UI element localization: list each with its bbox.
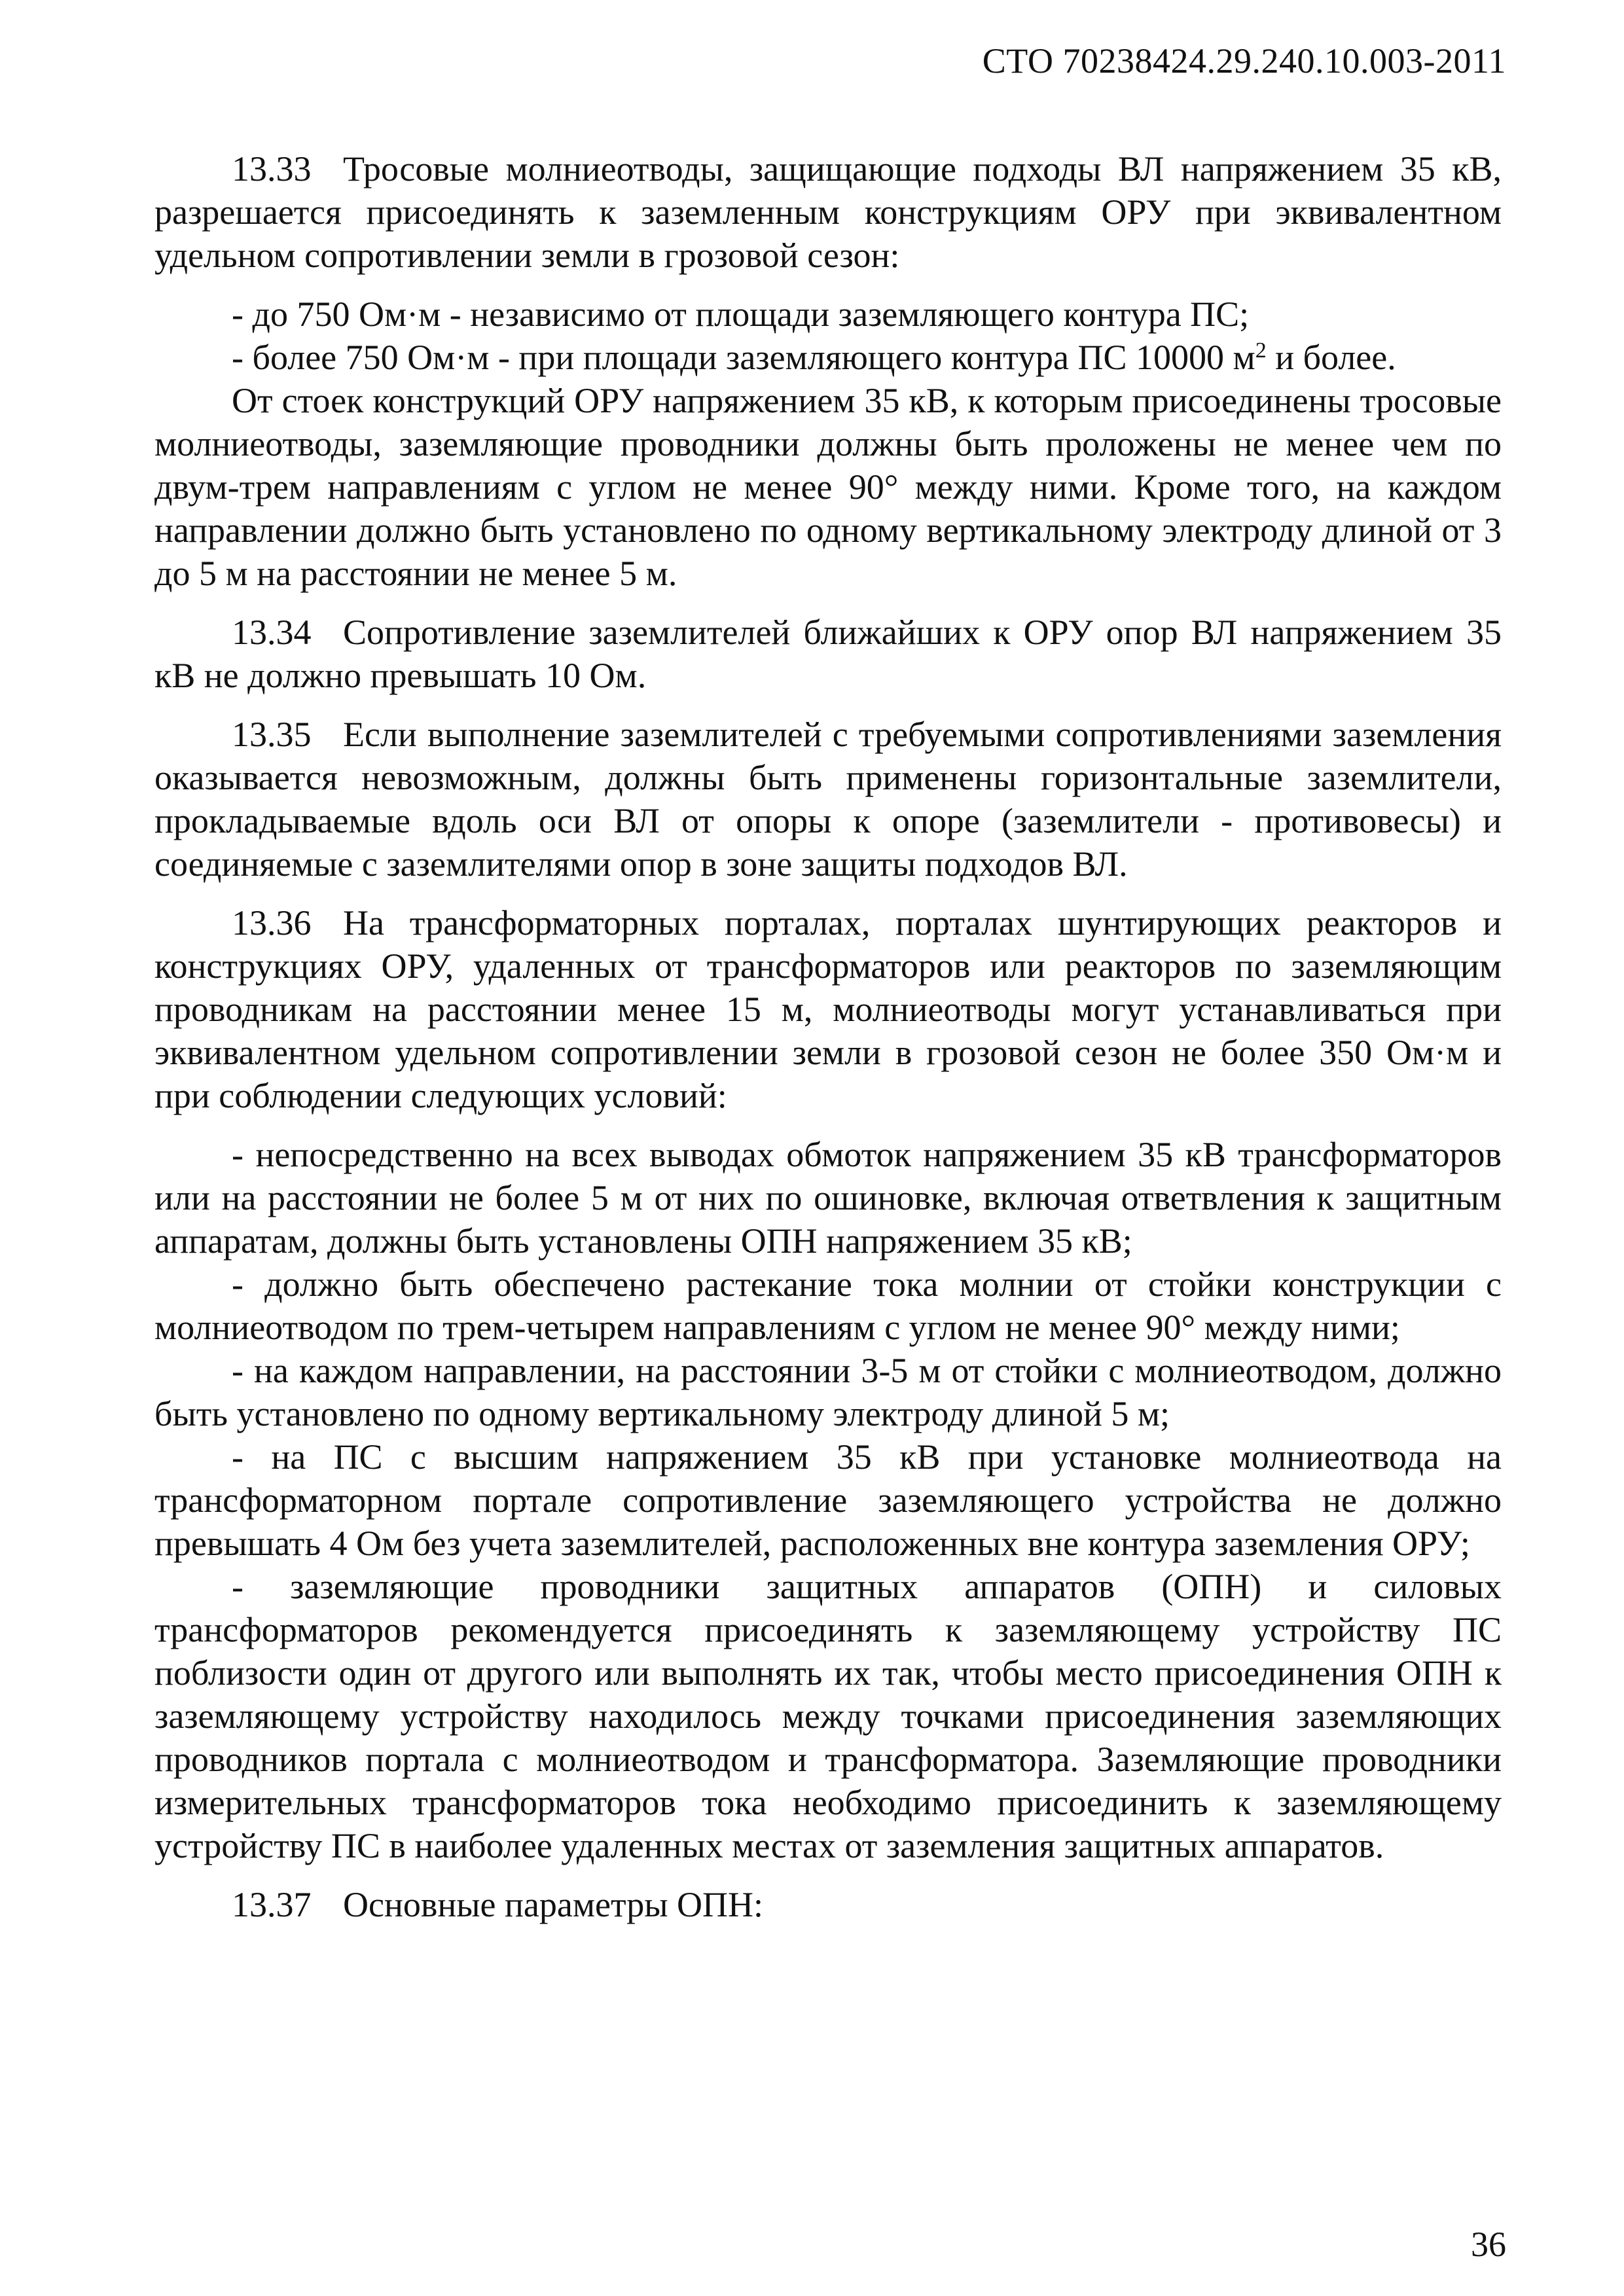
- section-text: Сопротивление заземлителей ближайших к ОРУ опор ВЛ напряжением 35 кВ не должно превышать 10 Ом.: [154, 613, 1502, 695]
- section-text: На трансформаторных порталах, порталах шунтирующих реакторов и конструкциях ОРУ, удаленных от трансформаторов или реакторов по заземляющим проводникам на расстоянии менее 15 м, молниеотводы могут устанавливаться при эквивалентном удельном сопротивлении земли в грозовой сезон не более 350 Ом·м и при соблюдении следующих условий:: [154, 903, 1502, 1115]
- list-item: - до 750 Ом·м - независимо от площади заземляющего контура ПС;: [232, 295, 1250, 334]
- section-number: 13.35: [232, 715, 312, 754]
- list-item: - заземляющие проводники защитных аппаратов (ОПН) и силовых трансформаторов рекомендуется присоединять к заземляющему устройству ПС поблизости один от другого или выполнять их так, чтобы место присоединения ОПН к заземляющему устройству находилось между точками присоединения заземляющих проводников портала с молниеотводом и трансформатора. Заземляющие проводники измерительных трансформаторов тока необходимо присоединить к заземляющему устройству ПС в наиболее удаленных местах от заземления защитных аппаратов.: [154, 1567, 1502, 1865]
- superscript: 2: [1255, 338, 1267, 363]
- page-number: 36: [1471, 2225, 1506, 2264]
- section-number: 13.34: [232, 613, 312, 652]
- paragraph: От стоек конструкций ОРУ напряжением 35 кВ, к которым присоединены тросовые молниеотводы, заземляющие проводники должны быть проложены не менее чем по двум-трем направлениям с углом не менее 90° между ними. Кроме того, на каждом направлении должно быть установлено по одному вертикальному электроду длиной от 3 до 5 м на расстоянии не менее 5 м.: [154, 381, 1502, 593]
- document-body: [154, 147, 1502, 1926]
- list-item: - более 750 Ом·м - при площади заземляющего контура ПС 10000 $м^2$ и более.: [232, 338, 1396, 377]
- section-number: 13.36: [232, 903, 312, 942]
- section-number: 13.37: [232, 1885, 312, 1924]
- section-text: Тросовые молниеотводы, защищающие подходы ВЛ напряжением 35 кВ, разрешается присоединять к заземленным конструкциям ОРУ при эквивалентном удельном сопротивлении земли в грозовой сезон:: [154, 149, 1502, 275]
- section-13-35: [154, 713, 1502, 886]
- section-13-33: [154, 147, 1502, 277]
- document-code-header: СТО 70238424.29.240.10.003-2011: [982, 41, 1506, 81]
- section-text: Если выполнение заземлителей с требуемыми сопротивлениями заземления оказывается невозможным, должны быть применены горизонтальные заземлители, прокладываемые вдоль оси ВЛ от опоры к опоре (заземлители - противовесы) и соединяемые с заземлителями опор в зоне защиты подходов ВЛ.: [154, 715, 1502, 884]
- list-item: - на ПС с высшим напряжением 35 кВ при установке молниеотвода на трансформаторном портале сопротивление заземляющего устройства не должно превышать 4 Ом без учета заземлителей, расположенных вне контура заземления ОРУ;: [154, 1437, 1502, 1563]
- section-text: Основные параметры ОПН:: [343, 1885, 764, 1924]
- section-13-34: [154, 611, 1502, 697]
- list-item: - на каждом направлении, на расстоянии 3-5 м от стойки с молниеотводом, должно быть установлено по одному вертикальному электроду длиной 5 м;: [154, 1351, 1502, 1433]
- section-number: 13.33: [232, 149, 312, 188]
- list-item: - непосредственно на всех выводах обмоток напряжением 35 кВ трансформаторов или на расстоянии не более 5 м от них по ошиновке, включая ответвления к защитным аппаратам, должны быть установлены ОПН напряжением 35 кВ;: [154, 1135, 1502, 1261]
- section-13-36: [154, 901, 1502, 1117]
- list-item: - должно быть обеспечено растекание тока молнии от стойки конструкции с молниеотводом по трем-четырем направлениям с углом не менее 90° между ними;: [154, 1265, 1502, 1347]
- section-13-37: [154, 1883, 1502, 1926]
